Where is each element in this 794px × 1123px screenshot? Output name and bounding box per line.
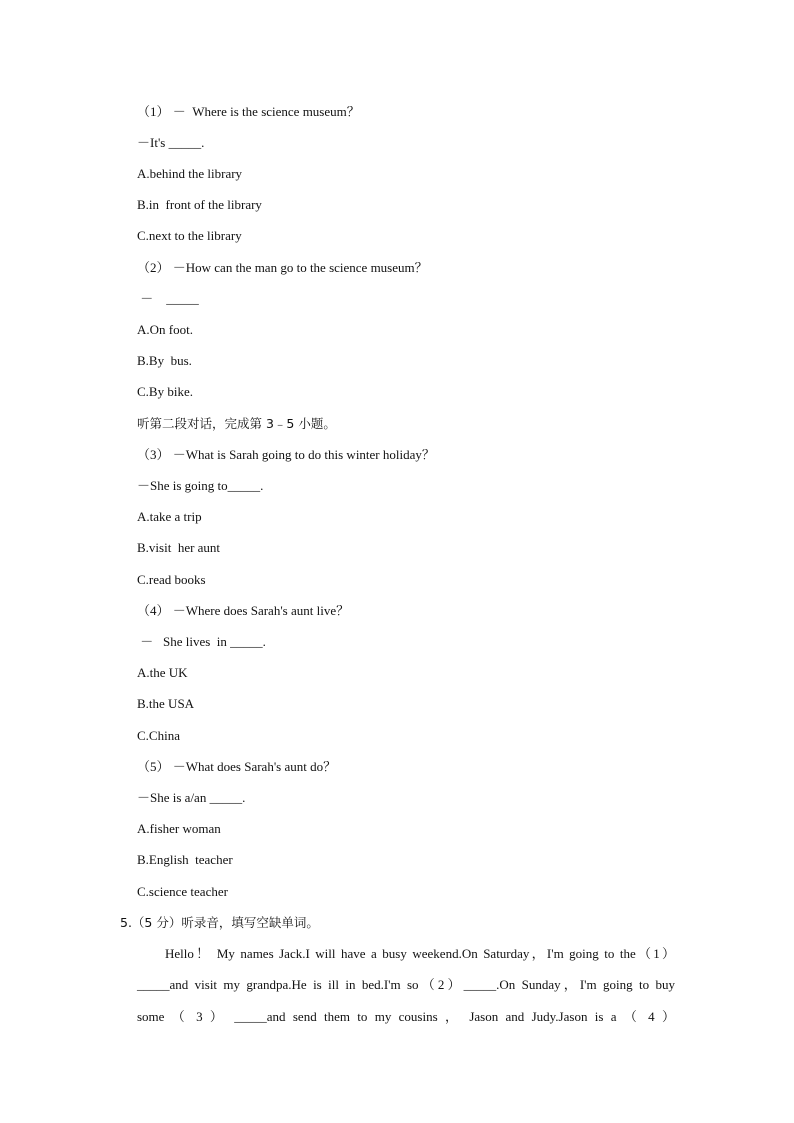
question-4-stem: （4） －Where does Sarah's aunt live？ [137, 603, 350, 618]
question-2-option-b: B.By bus. [137, 353, 192, 368]
passage-line-2: _____and visit my grandpa.He is ill in bed.I'm so（2）_____.On Sunday，I'm going to buy [137, 977, 675, 992]
passage-line-1: Hello！ My names Jack.I will have a busy weekend.On Saturday，I'm going to the（1） [165, 946, 675, 961]
question-2-option-a: A.On foot. [137, 322, 193, 337]
question-2-option-c: C.By bike. [137, 384, 193, 399]
question-5-option-a: A.fisher woman [137, 821, 221, 836]
question-1-option-c: C.next to the library [137, 228, 242, 243]
question-5-stem: （5） －What does Sarah's aunt do？ [137, 759, 337, 774]
question-3-stem: （3） －What is Sarah going to do this winter holiday？ [137, 447, 435, 462]
question-1-stem: （1） － Where is the science museum？ [137, 104, 360, 119]
question-3-option-b: B.visit her aunt [137, 540, 221, 555]
question-4-option-b: B.the USA [137, 696, 195, 711]
question-1-option-a: A.behind the library [137, 166, 243, 181]
question-4-option-a: A.the UK [137, 665, 188, 680]
question-4-answer-line: － She lives in _____. [137, 634, 266, 649]
section-5-header: 5.（5 分）听录音，填写空缺单词。 [120, 915, 319, 930]
question-2-stem: （2） －How can the man go to the science museum？ [137, 260, 428, 275]
question-3-answer-line: －She is going to_____. [137, 478, 264, 493]
question-4-option-c: C.China [137, 728, 180, 743]
section-instruction: 听第二段对话，完成第 3﹣5 小题。 [137, 416, 336, 431]
question-3-option-a: A.take a trip [137, 509, 202, 524]
question-1-option-b: B.in front of the library [137, 197, 262, 212]
question-1-answer-line: －It's _____. [137, 135, 205, 150]
question-5-option-c: C.science teacher [137, 884, 228, 899]
question-5-option-b: B.English teacher [137, 852, 233, 867]
passage-line-3: some （ 3 ） _____and send them to my cousins ， Jason and Judy.Jason is a （ 4 ） [137, 1009, 675, 1024]
question-3-option-c: C.read books [137, 572, 206, 587]
question-5-answer-line: －She is a/an _____. [137, 790, 246, 805]
question-2-answer-line: － _____ [137, 291, 199, 306]
